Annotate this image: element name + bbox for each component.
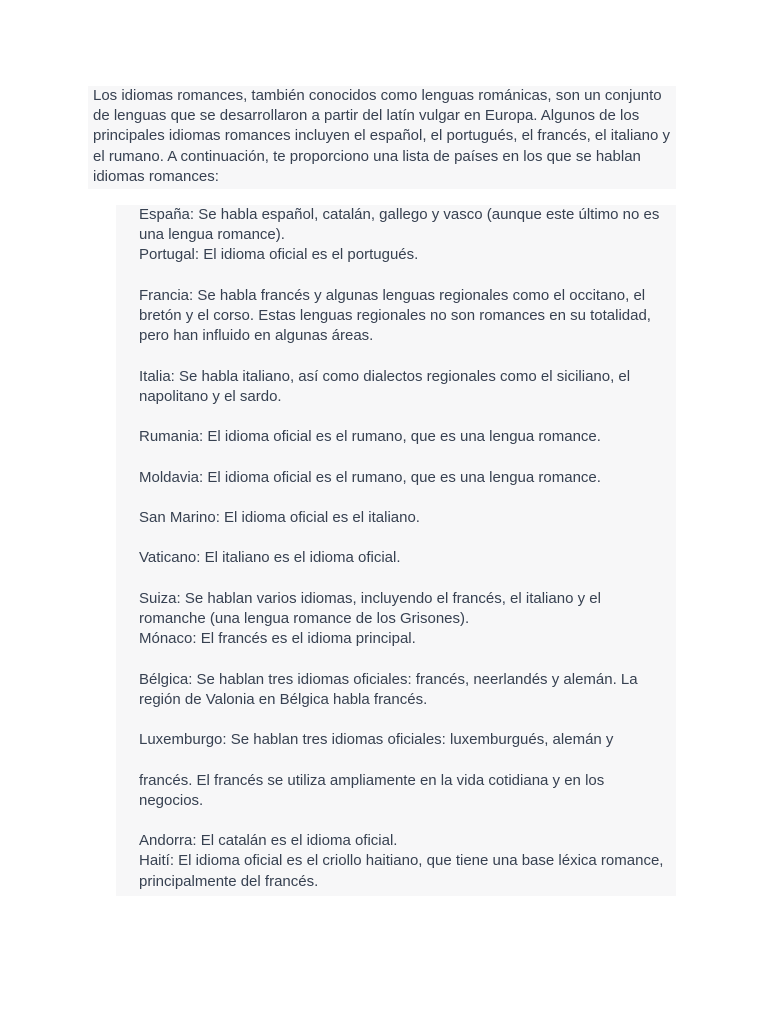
list-item-vaticano: Vaticano: El italiano es el idioma oficial. xyxy=(139,549,401,567)
list-item-luxemburgo-continued: francés. El francés se utiliza ampliamente en la vida cotidiana y en los negocios. xyxy=(139,771,605,809)
intro-paragraph-block xyxy=(88,86,676,189)
list-item-luxemburgo: Luxemburgo: Se hablan tres idiomas oficiales: luxemburgués, alemán y xyxy=(139,731,614,749)
intro-paragraph: Los idiomas romances, también conocidos como lenguas románicas, son un conjunto de lenguas que se desarrollaron a partir del latín vulgar en Europa. Algunos de los principales idiomas romances incluyen el español, el portugués, el francés, el italiano y el rumano. A continuación, te proporciono una lista de países en los que se hablan idiomas romances: xyxy=(93,87,670,185)
list-item-moldavia: Moldavia: El idioma oficial es el rumano, que es una lengua romance. xyxy=(139,468,601,486)
list-item-suiza: Suiza: Se hablan varios idiomas, incluyendo el francés, el italiano y el romanche (una lengua romance de los Grisones). xyxy=(139,589,601,627)
list-item-san-marino: San Marino: El idioma oficial es el italiano. xyxy=(139,508,420,526)
list-item-francia: Francia: Se habla francés y algunas lenguas regionales como el occitano, el bretón y el corso. Estas lenguas regionales no son romances en su totalidad, pero han influido en algunas áreas. xyxy=(139,286,651,345)
list-item-haiti: Haití: El idioma oficial es el criollo haitiano, que tiene una base léxica romance, principalmente del francés. xyxy=(139,852,664,890)
list-item-italia: Italia: Se habla italiano, así como dialectos regionales como el siciliano, el napolitano y el sardo. xyxy=(139,367,631,405)
list-item-andorra: Andorra: El catalán es el idioma oficial. xyxy=(139,832,398,850)
list-item-portugal: Portugal: El idioma oficial es el portugués. xyxy=(139,246,419,264)
country-list xyxy=(116,205,676,896)
list-item-rumania: Rumania: El idioma oficial es el rumano, que es una lengua romance. xyxy=(139,428,601,446)
list-item-espana: España: Se habla español, catalán, gallego y vasco (aunque este último no es una lengua romance). xyxy=(139,206,660,244)
list-item-belgica: Bélgica: Se hablan tres idiomas oficiales: francés, neerlandés y alemán. La región de Valonia en Bélgica habla francés. xyxy=(139,670,638,708)
list-item-monaco: Mónaco: El francés es el idioma principal. xyxy=(139,630,416,648)
